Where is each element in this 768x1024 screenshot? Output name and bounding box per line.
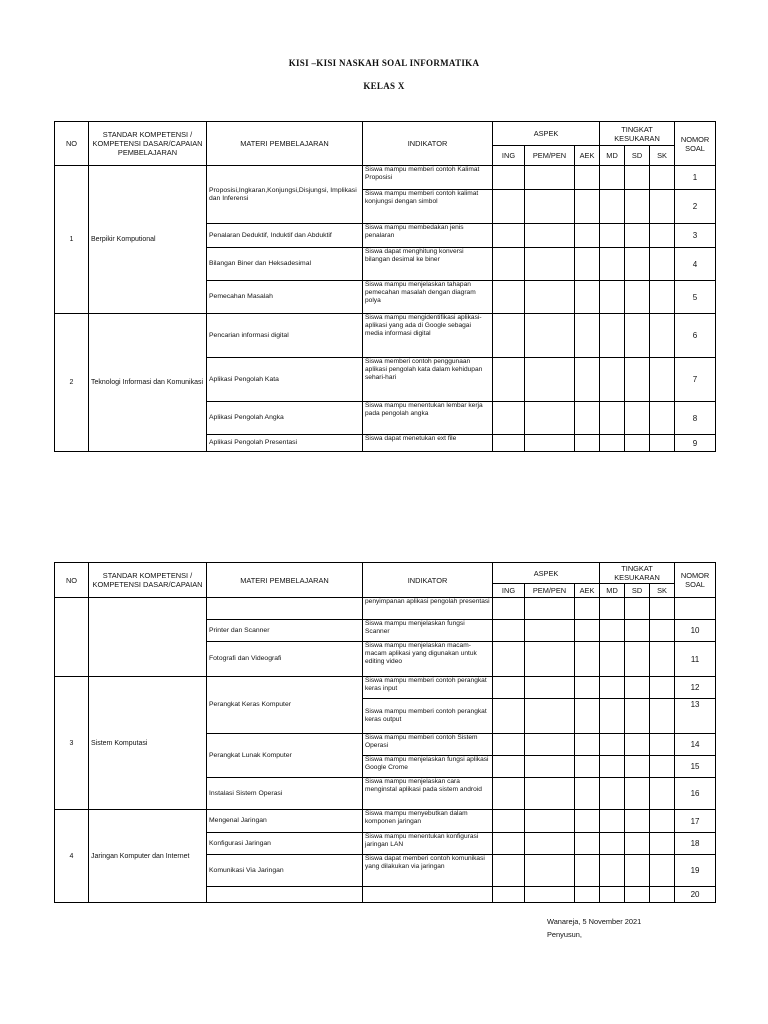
- row-nomor: 5: [675, 281, 716, 314]
- row-materi: Proposisi,Ingkaran,Konjungsi,Disjungsi, Implikasi dan Inferensi: [207, 166, 363, 224]
- row-indikator: Siswa mampu menentukan konfigurasi jaringan LAN: [363, 833, 493, 855]
- row-nomor: 20: [675, 887, 716, 903]
- header-sd: SD: [625, 146, 650, 166]
- row-indikator: Siswa mampu memberi contoh kalimat konjungsi dengan simbol: [363, 190, 493, 224]
- row-materi: Konfigurasi Jaringan: [207, 833, 363, 855]
- row-indikator: Siswa mampu menjelaskan fungsi aplikasi Google Crome: [363, 756, 493, 778]
- row-indikator: Siswa dapat menetukan ext file: [363, 435, 493, 452]
- row-indikator: Siswa mampu memberi contoh Kalimat Proposisi: [363, 166, 493, 190]
- document-title: KISI –KISI NASKAH SOAL INFORMATIKA: [288, 58, 480, 68]
- row-indikator: Siswa dapat memberi contoh komunikasi yang dilakukan via jaringan: [363, 855, 493, 887]
- row-indikator: Siswa mampu memberi contoh perangkat keras output: [363, 699, 493, 734]
- row-indikator: Siswa mampu memberi contoh Sistem Operasi: [363, 734, 493, 756]
- row-materi: Printer dan Scanner: [207, 620, 363, 642]
- table-row: [55, 166, 716, 190]
- row-no: 1: [55, 166, 89, 314]
- row-nomor: 15: [675, 756, 716, 778]
- header-pem: PEM/PEN: [525, 584, 575, 598]
- header-nomor: NOMOR SOAL: [675, 122, 716, 166]
- row-materi: Pencarian informasi digital: [207, 314, 363, 358]
- header-standar: STANDAR KOMPETENSI / KOMPETENSI DASAR/CAPAIAN: [89, 563, 207, 598]
- header-materi: MATERI PEMBELAJARAN: [207, 122, 363, 166]
- row-standar: Jaringan Komputer dan Internet: [89, 810, 207, 903]
- row-indikator: Siswa mampu membedakan jenis penalaran: [363, 224, 493, 248]
- row-indikator: Siswa mampu menyebutkan dalam komponen jaringan: [363, 810, 493, 833]
- row-indikator: Siswa memberi contoh penggunaan aplikasi pengolah kata dalam kehidupan sehari-hari: [363, 358, 493, 402]
- header-materi: MATERI PEMBELAJARAN: [207, 563, 363, 598]
- header-aspek: ASPEK: [493, 122, 600, 146]
- header-no: NO: [55, 122, 89, 166]
- row-materi: Perangkat Keras Komputer: [207, 677, 363, 734]
- header-nomor: NOMOR SOAL: [675, 563, 716, 598]
- footer-place-date: Wanareja, 5 November 2021: [547, 917, 642, 926]
- header-md: MD: [600, 146, 625, 166]
- kisi-table-1: [54, 121, 716, 452]
- row-indikator: Siswa dapat menghitung konversi bilangan desimal ke biner: [363, 248, 493, 281]
- header-md: MD: [600, 584, 625, 598]
- row-materi: Perangkat Lunak Komputer: [207, 734, 363, 778]
- row-nomor: 16: [675, 778, 716, 810]
- row-nomor: 3: [675, 224, 716, 248]
- row-nomor: 8: [675, 402, 716, 435]
- row-nomor: 7: [675, 358, 716, 402]
- row-materi: Aplikasi Pengolah Angka: [207, 402, 363, 435]
- row-standar: Sistem Komputasi: [89, 677, 207, 810]
- row-no: 4: [55, 810, 89, 903]
- table-header-row: [55, 563, 716, 584]
- table-row: [55, 677, 716, 699]
- row-materi: Bilangan Biner dan Heksadesimal: [207, 248, 363, 281]
- header-sk: SK: [650, 146, 675, 166]
- row-indikator: Siswa mampu menjelaskan cara menginstal aplikasi pada sistem android: [363, 778, 493, 810]
- header-ing: ING: [493, 584, 525, 598]
- row-nomor: 19: [675, 855, 716, 887]
- row-indikator: penyimpanan aplikasi pengolah presentasi: [363, 598, 493, 620]
- row-materi: Pemecahan Masalah: [207, 281, 363, 314]
- row-materi: Aplikasi Pengolah Presentasi: [207, 435, 363, 452]
- header-standar: STANDAR KOMPETENSI / KOMPETENSI DASAR/CAPAIAN PEMBELAJARAN: [89, 122, 207, 166]
- row-materi: Instalasi Sistem Operasi: [207, 778, 363, 810]
- table-row: [55, 598, 716, 620]
- header-aek: AEK: [575, 584, 600, 598]
- row-nomor: 18: [675, 833, 716, 855]
- header-ing: ING: [493, 146, 525, 166]
- row-indikator: Siswa mampu mengidentifikasi aplikasi-aplikasi yang ada di Google sebagai media informasi digital: [363, 314, 493, 358]
- row-materi: Komunikasi Via Jaringan: [207, 855, 363, 887]
- row-materi: Penalaran Deduktif, Induktif dan Abduktif: [207, 224, 363, 248]
- header-sk: SK: [650, 584, 675, 598]
- header-tingkat: TINGKAT KESUKARAN: [600, 563, 675, 584]
- table-header-row: [55, 122, 716, 146]
- kisi-table-2: [54, 562, 716, 903]
- row-indikator: Siswa mampu menentukan lembar kerja pada pengolah angka: [363, 402, 493, 435]
- row-no: 3: [55, 677, 89, 810]
- row-standar: Teknologi Informasi dan Komunikasi: [89, 314, 207, 452]
- row-nomor: 17: [675, 810, 716, 833]
- row-materi: Aplikasi Pengolah Kata: [207, 358, 363, 402]
- row-nomor: 4: [675, 248, 716, 281]
- row-standar: Berpikir Komputional: [89, 166, 207, 314]
- header-pem: PEM/PEN: [525, 146, 575, 166]
- row-nomor: 1: [675, 166, 716, 190]
- row-nomor: 6: [675, 314, 716, 358]
- document-subtitle: KELAS X: [363, 81, 405, 91]
- row-indikator: Siswa mampu menjelaskan tahapan pemecahan masalah dengan diagram polya: [363, 281, 493, 314]
- header-sd: SD: [625, 584, 650, 598]
- header-indikator: INDIKATOR: [363, 563, 493, 598]
- row-nomor: 13: [675, 699, 716, 734]
- row-no: 2: [55, 314, 89, 452]
- table-row: [55, 810, 716, 833]
- row-materi: Fotografi dan Videografi: [207, 642, 363, 677]
- header-no: NO: [55, 563, 89, 598]
- row-materi: Mengenal Jaringan: [207, 810, 363, 833]
- table-row: [55, 314, 716, 358]
- row-indikator: Siswa mampu menjelaskan fungsi Scanner: [363, 620, 493, 642]
- header-tingkat: TINGKAT KESUKARAN: [600, 122, 675, 146]
- row-nomor: 11: [675, 642, 716, 677]
- row-nomor: 12: [675, 677, 716, 699]
- row-indikator: Siswa mampu menjelaskan macam-macam aplikasi yang digunakan untuk editing video: [363, 642, 493, 677]
- header-aspek: ASPEK: [493, 563, 600, 584]
- row-nomor: 2: [675, 190, 716, 224]
- header-aek: AEK: [575, 146, 600, 166]
- row-nomor: 10: [675, 620, 716, 642]
- footer-penyusun: Penyusun,: [547, 930, 582, 939]
- row-nomor: 14: [675, 734, 716, 756]
- row-indikator: Siswa mampu memberi contoh perangkat keras input: [363, 677, 493, 699]
- row-nomor: 9: [675, 435, 716, 452]
- header-indikator: INDIKATOR: [363, 122, 493, 166]
